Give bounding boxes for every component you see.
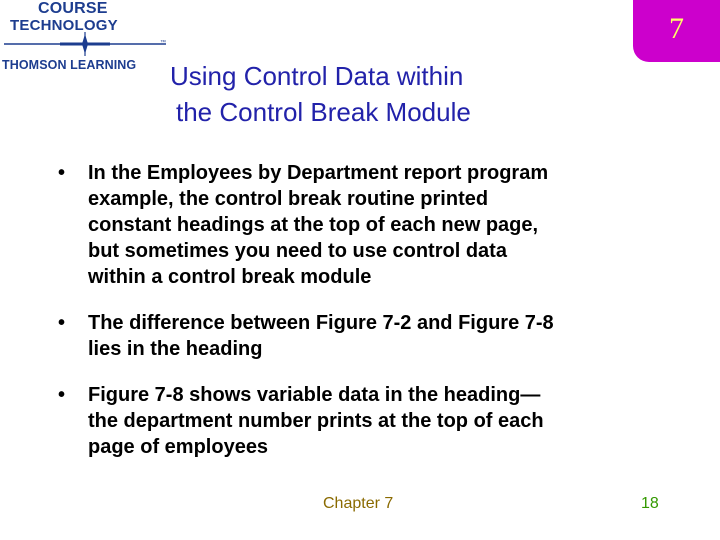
bullet-item <box>58 160 658 290</box>
logo-trademark: ™ <box>160 40 166 46</box>
chapter-number: 7 <box>669 12 684 45</box>
slide-title <box>170 58 590 130</box>
course-technology-logo <box>0 0 180 80</box>
bullet-list <box>58 160 658 480</box>
logo-thomson-learning-text: THOMSON LEARNING <box>2 58 137 72</box>
bullet-marker: • <box>58 162 66 184</box>
bullet-text: In the Employees by Department report program example, the control break routine printed constant headings at the top of each new page, but sometimes you need to use control data within a control break module <box>88 162 549 288</box>
logo-starburst-icon <box>0 30 170 56</box>
bullet-text: Figure 7-8 shows variable data in the heading— the department number prints at the top of each page of employees <box>88 384 544 458</box>
bullet-text: The difference between Figure 7-2 and Figure 7-8 lies in the heading <box>88 312 554 360</box>
footer-page-number: 18 <box>641 495 659 512</box>
bullet-item <box>58 310 658 362</box>
slide-title-line-1: Using Control Data within <box>170 61 464 91</box>
logo-technology-text: TECHNOLOGY <box>10 17 118 34</box>
bullet-marker: • <box>58 312 66 334</box>
bullet-marker: • <box>58 384 66 406</box>
chapter-number-tab <box>633 0 720 62</box>
logo-course-text: COURSE <box>38 0 108 17</box>
slide-title-line-2: the Control Break Module <box>176 97 471 127</box>
footer-chapter-label: Chapter 7 <box>323 495 394 512</box>
bullet-item <box>58 382 658 460</box>
